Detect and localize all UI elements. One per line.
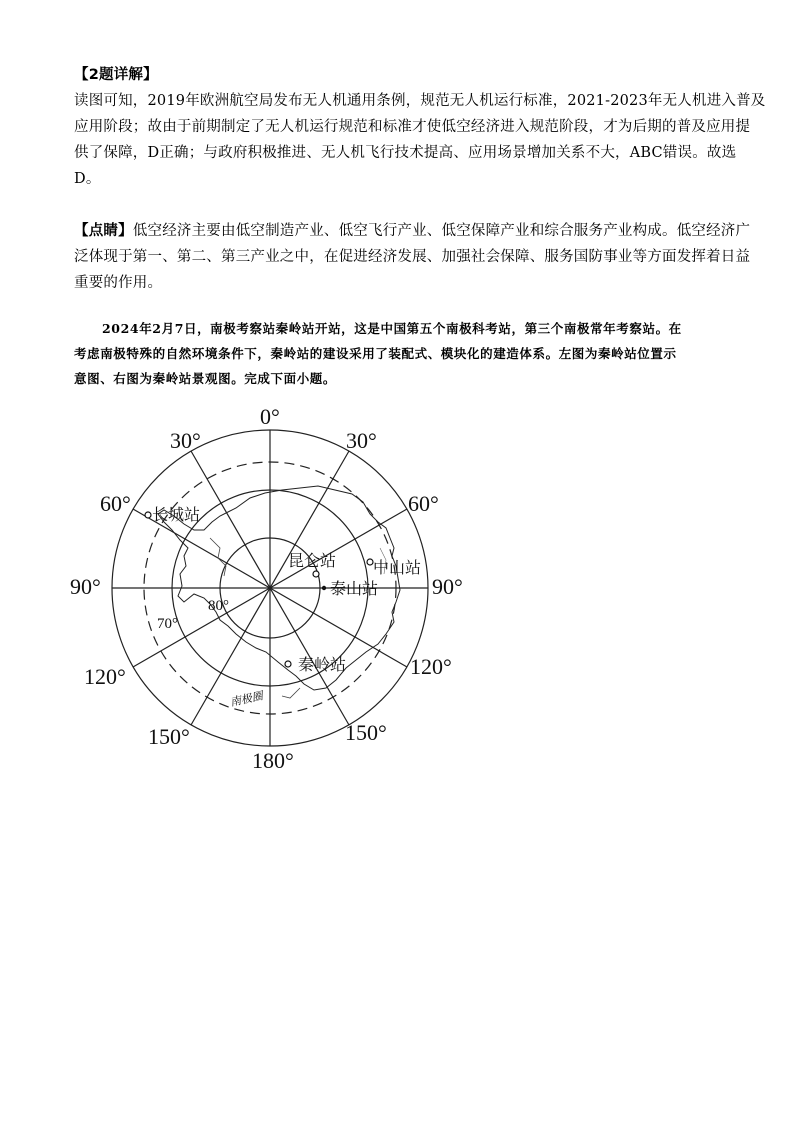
tip-line: 重要的作用。 — [74, 275, 163, 291]
longitude-label-150-left: 150° — [148, 724, 190, 749]
qinling-station-marker — [285, 661, 291, 667]
longitude-label-90-right: 90° — [432, 574, 463, 599]
kunlun-station-label: 昆仑站 — [288, 551, 337, 570]
solution-line: 读图可知，2019年欧洲航空局发布无人机通用条例，规范无人机运行标准，2021-2023年无人机进入普及 — [74, 93, 766, 109]
longitude-label-60-left: 60° — [100, 491, 131, 516]
great-wall-station-label: 长城站 — [152, 505, 201, 524]
kunlun-station-marker — [313, 571, 319, 577]
solution-line: 供了保障，D正确；与政府积极推进、无人机飞行技术提高、应用场景增加关系不大，ABC错误。故选 — [74, 145, 737, 161]
antarctic-circle-label: 南极圈 — [228, 689, 264, 709]
tip-text: 低空经济主要由低空制造产业、低空飞行产业、低空保障产业和综合服务产业构成。低空经济广 — [132, 223, 751, 239]
tip-line: 泛体现于第一、第二、第三产业之中，在促进经济发展、加强社会保障、服务国防事业等方面发挥着日益 — [74, 249, 751, 265]
solution-heading: 【2题详解】 — [74, 67, 158, 83]
tip-section — [74, 218, 751, 296]
longitude-label-30-left: 30° — [170, 428, 201, 453]
question-line: 考虑南极特殊的自然环境条件下，秦岭站的建设采用了装配式、模块化的建造体系。左图为秦岭站位置示 — [74, 346, 677, 361]
tip-first-line — [74, 218, 751, 244]
zhongshan-station-label: 中山站 — [373, 558, 422, 577]
longitude-label-90-left: 90° — [70, 574, 101, 599]
longitude-label-180: 180° — [252, 748, 294, 773]
question-section — [74, 316, 726, 391]
question-line: 2024年2月7日，南极考察站秦岭站开站，这是中国第五个南极科考站，第三个南极常年考察站。在 — [102, 321, 682, 336]
longitude-label-150-right: 150° — [345, 720, 387, 745]
great-wall-station-marker — [145, 512, 151, 518]
solution-line: D。 — [74, 171, 101, 187]
longitude-label-60-right: 60° — [408, 491, 439, 516]
taishan-station-label: 泰山站 — [330, 579, 379, 598]
latitude-70-label: 70° — [157, 616, 178, 632]
ice-shelf-detail — [282, 688, 300, 698]
solution-line: 应用阶段；故由于前期制定了无人机运行规范和标准才使低空经济进入规范阶段，才为后期的普及应用提 — [74, 119, 751, 135]
antarctica-location-map — [60, 398, 480, 778]
longitude-label-120-right: 120° — [410, 654, 452, 679]
latitude-80-label: 80° — [208, 598, 229, 614]
longitude-label-120-left: 120° — [84, 664, 126, 689]
tip-heading: 【点睛】 — [74, 223, 133, 239]
longitude-label-30-right: 30° — [346, 428, 377, 453]
qinling-station-label: 秦岭站 — [298, 655, 347, 674]
longitude-label-0: 0° — [260, 404, 280, 429]
taishan-station-marker — [322, 586, 326, 590]
solution-section — [74, 62, 766, 192]
question-line: 意图、右图为秦岭站景观图。完成下面小题。 — [74, 371, 337, 386]
